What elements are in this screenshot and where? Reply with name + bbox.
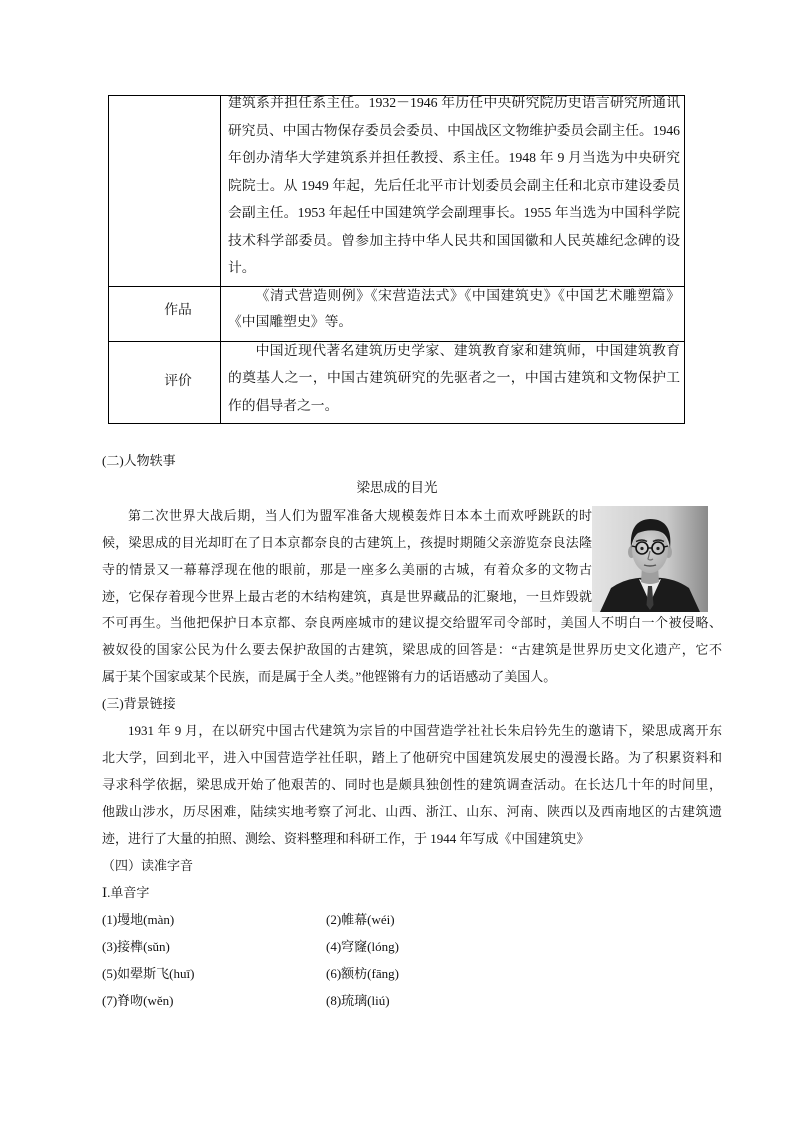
section-subheading: Ⅰ.单音字 [102, 885, 150, 900]
paragraph-line: 寻求科学依据，梁思成开始了他艰苦的、同时也是颇具独创性的建筑调查活动。在长达几十年的时间里， [102, 777, 722, 792]
pronunciation-item: (8)琉璃(liú) [326, 993, 390, 1008]
table-column-divider [220, 95, 221, 424]
table-text-line: 中国近现代著名建筑历史学家、建筑教育家和建筑师，中国建筑教育 [255, 343, 680, 358]
story-title: 梁思成的目光 [356, 480, 438, 495]
table-border-bottom [108, 423, 685, 424]
pronunciation-item: (2)帷幕(wéi) [326, 912, 395, 927]
table-text-line: 《清式营造则例》《宋营造法式》《中国建筑史》《中国艺术雕塑篇》 [255, 288, 680, 303]
story-line: 被奴役的国家公民为什么要去保护敌国的古建筑，梁思成的回答是：“古建筑是世界历史文化遗产，它不 [102, 642, 722, 657]
story-line: 第二次世界大战后期，当人们为盟军准备大规模轰炸日本本土而欢呼跳跃的时 [128, 508, 592, 523]
portrait-photo [592, 506, 708, 612]
story-line: 迹，它保存着现今世界上最古老的木结构建筑，真是世界藏品的汇聚地，一旦炸毁就 [102, 589, 592, 604]
story-line: 属于某个国家或某个民族，而是属于全人类。”他铿锵有力的话语感动了美国人。 [102, 669, 557, 684]
table-text-line: 研究员、中国古物保存委员会委员、中国战区文物维护委员会副主任。1946 [228, 122, 680, 138]
section-heading: (三)背景链接 [102, 696, 176, 711]
pronunciation-item: (4)穹窿(lóng) [326, 939, 399, 954]
table-text-line: 院院士。从 1949 年起，先后任北平市计划委员会副主任和北京市建设委员 [228, 177, 680, 193]
table-border-left [108, 95, 109, 424]
section-heading: (二)人物轶事 [102, 453, 176, 468]
table-text-line: 计。 [228, 260, 256, 275]
table-text-line: 作的倡导者之一。 [228, 398, 339, 413]
story-line: 寺的情景又一幕幕浮现在他的眼前，那是一座多么美丽的古城，有着众多的文物古 [102, 562, 592, 577]
table-border-right [684, 95, 685, 424]
table-label-evaluation: 评价 [164, 373, 192, 388]
story-line: 候，梁思成的目光却盯在了日本京都奈良的古建筑上，孩提时期随父亲游览奈良法隆 [102, 535, 592, 550]
table-text-line: 建筑系并担任系主任。1932－1946 年历任中央研究院历史语言研究所通讯 [228, 95, 680, 110]
paragraph-line: 迹，进行了大量的拍照、测绘、资料整理和科研工作，于 1944 年写成《中国建筑史》 [102, 831, 590, 846]
table-text-line: 技术科学部委员。曾参加主持中华人民共和国国徽和人民英雄纪念碑的设 [228, 232, 680, 248]
pronunciation-item: (7)脊吻(wěn) [102, 993, 174, 1008]
pronunciation-item: (6)额枋(fāng) [326, 966, 399, 981]
table-text-line: 会副主任。1953 年起任中国建筑学会副理事长。1955 年当选为中国科学院 [228, 205, 680, 220]
paragraph-line: 他跋山涉水，历尽困难，陆续实地考察了河北、山西、浙江、山东、河南、陕西以及西南地区的古建筑遗 [102, 804, 722, 819]
table-text-line: 的奠基人之一，中国古建筑研究的先驱者之一，中国古建筑和文物保护工 [228, 370, 680, 385]
pronunciation-item: (5)如翚斯飞(huī) [102, 966, 195, 981]
paragraph-line: 1931 年 9 月，在以研究中国古代建筑为宗旨的中国营造学社社长朱启钤先生的邀请下，梁思成离开东 [128, 723, 722, 738]
pronunciation-item: (1)墁地(màn) [102, 912, 175, 927]
table-text-line: 年创办清华大学建筑系并担任教授、系主任。1948 年 9 月当选为中央研究 [228, 150, 680, 165]
table-label-works: 作品 [164, 302, 192, 317]
story-line: 不可再生。当他把保护日本京都、奈良两座城市的建议提交给盟军司令部时，美国人不明白一个被侵略、 [102, 615, 722, 630]
table-text-line: 《中国雕塑史》等。 [228, 314, 353, 329]
section-heading: （四）读准字音 [102, 858, 194, 873]
pronunciation-item: (3)接榫(sǔn) [102, 939, 170, 954]
paragraph-line: 北大学，回到北平，进入中国营造学社任职，踏上了他研究中国建筑发展史的漫漫长路。为了积累资料和 [102, 750, 722, 765]
